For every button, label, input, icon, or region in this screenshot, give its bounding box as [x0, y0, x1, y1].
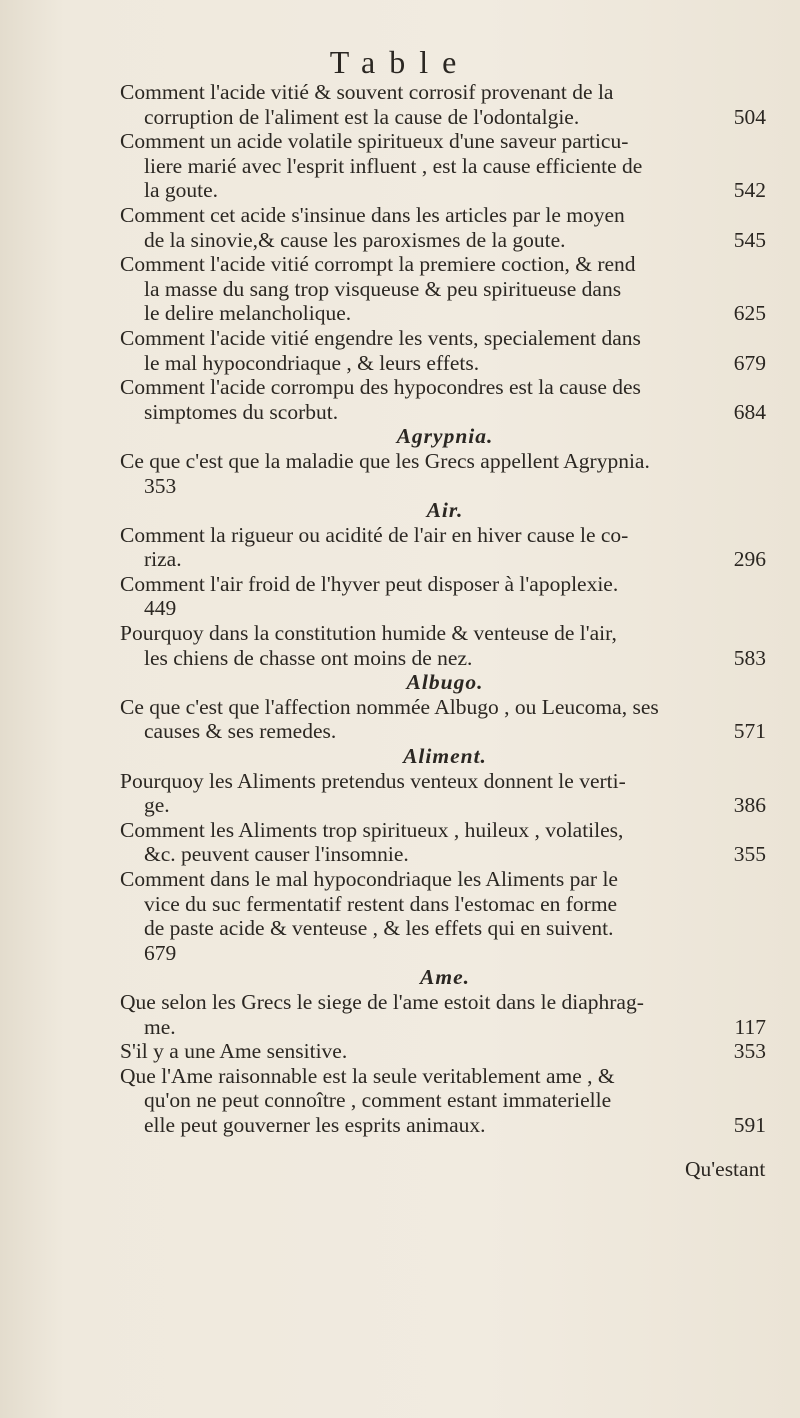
entry-text: simptomes du scorbut.: [144, 399, 339, 424]
page-number: 449: [144, 596, 177, 621]
entry-line: [120, 1039, 770, 1064]
section-heading: Air.: [426, 498, 464, 523]
page-number: 353: [144, 473, 177, 498]
entry-line: [120, 523, 770, 548]
page-number: 583: [733, 645, 766, 670]
page-number: 386: [733, 793, 766, 818]
page-number: 591: [733, 1112, 766, 1137]
entry-text: me.: [144, 1014, 176, 1039]
entry-line: [120, 695, 770, 720]
page-number: 684: [733, 399, 766, 424]
index-entry: [120, 252, 770, 326]
page-number: 117: [734, 1014, 766, 1039]
entry-text: riza.: [144, 547, 182, 572]
page-header: Table: [329, 44, 471, 80]
entry-text: S'il y a une Ame sensitive.: [120, 1039, 348, 1064]
index-entry: [120, 990, 770, 1039]
entry-line: [120, 301, 770, 326]
index-entry: [120, 129, 770, 203]
page-number: 504: [733, 104, 766, 129]
entry-text: Pourquoy les Aliments pretendus venteux donnent le verti-: [120, 768, 626, 793]
entry-text: ge.: [144, 793, 170, 818]
entry-line: [120, 769, 770, 794]
entry-text: liere marié avec l'esprit influent , est la cause efficiente de: [144, 153, 643, 178]
index-entry: [120, 449, 770, 498]
entry-line: [120, 277, 770, 302]
section-heading: Agrypnia.: [396, 424, 494, 449]
section-heading: Albugo.: [406, 670, 484, 695]
entry-line: [120, 80, 770, 105]
entry-text: la goute.: [144, 178, 219, 203]
entry-text: Comment les Aliments trop spiritueux , huileux , volatiles,: [120, 817, 624, 842]
entry-line: [120, 916, 770, 941]
page-number: 296: [733, 547, 766, 572]
index-body: [120, 80, 770, 1138]
entry-text: Pourquoy dans la constitution humide & venteuse de l'air,: [120, 621, 617, 646]
entry-text: causes & ses remedes.: [144, 719, 337, 744]
entry-line: [120, 1088, 770, 1113]
entry-line: [120, 105, 770, 130]
entry-text: Comment cet acide s'insinue dans les articles par le moyen: [120, 202, 625, 227]
entry-text: Comment la rigueur ou acidité de l'air en hiver cause le co-: [120, 522, 629, 547]
entry-line: [120, 326, 770, 351]
entry-text: de la sinovie,& cause les paroxismes de la goute.: [144, 227, 566, 252]
entry-text: qu'on ne peut connoître , comment estant immaterielle: [144, 1088, 612, 1113]
entry-line: [120, 1015, 770, 1040]
entry-line: [120, 1064, 770, 1089]
entry-text: Comment dans le mal hypocondriaque les Aliments par le: [120, 867, 618, 891]
entry-text: elle peut gouverner les esprits animaux.: [144, 1112, 486, 1137]
index-entry: [120, 523, 770, 572]
index-entry: [120, 818, 770, 867]
index-entry: [120, 203, 770, 252]
entry-line: [120, 572, 770, 597]
entry-text: Comment l'acide vitié corrompt la premiere coction, & rend: [120, 252, 636, 277]
index-entry: [120, 326, 770, 375]
entry-text: Que selon les Grecs le siege de l'ame estoit dans le diaphrag-: [120, 989, 644, 1014]
entry-text: le mal hypocondriaque , & leurs effets.: [144, 350, 480, 375]
entry-text: &c. peuvent causer l'insomnie.: [144, 842, 409, 867]
entry-text: Ce que c'est que l'affection nommée Albugo , ou Leucoma, ses: [120, 694, 659, 719]
entry-text: Comment l'air froid de l'hyver peut disposer à l'apoplexie.: [120, 571, 619, 596]
index-entry: [120, 695, 770, 744]
entry-line: [120, 154, 770, 179]
index-entry: [120, 1039, 770, 1064]
entry-text: de paste acide & venteuse , & les effets qui en suivent.: [144, 916, 614, 941]
entry-line: [120, 351, 770, 376]
entry-text: les chiens de chasse ont moins de nez.: [144, 645, 473, 670]
page-number: 679: [733, 350, 766, 375]
entry-line: [120, 449, 770, 474]
index-entry: [120, 80, 770, 129]
entry-line: [120, 178, 770, 203]
entry-line: [120, 842, 770, 867]
section-heading: Ame.: [420, 965, 470, 990]
entry-text: la masse du sang trop visqueuse & peu spiritueuse dans: [144, 276, 622, 301]
page-number: 571: [733, 719, 766, 744]
entry-text: vice du suc fermentatif restent dans l'estomac en forme: [144, 891, 618, 916]
entry-line: [120, 867, 770, 892]
entry-line: [120, 892, 770, 917]
entry-line: [120, 129, 770, 154]
page-number: 353: [733, 1039, 766, 1064]
entry-line: [120, 818, 770, 843]
page-number: 625: [733, 301, 766, 326]
page-number: 355: [733, 842, 766, 867]
section-heading: Aliment.: [403, 744, 487, 769]
index-entry: [120, 769, 770, 818]
entry-text: corruption de l'aliment est la cause de l'odontalgie.: [144, 104, 580, 129]
page-number: 679: [144, 940, 177, 965]
entry-line: [120, 400, 770, 425]
entry-line: [120, 252, 770, 277]
entry-line: [120, 793, 770, 818]
page-number: 542: [733, 178, 766, 203]
index-entry: [120, 621, 770, 670]
entry-line: [120, 646, 770, 671]
entry-line: [120, 203, 770, 228]
catchword: Qu'estant: [685, 1157, 766, 1181]
entry-line: [120, 375, 770, 400]
entry-text: Que l'Ame raisonnable est la seule veritablement ame , &: [120, 1063, 615, 1088]
entry-line: [120, 1113, 770, 1138]
entry-text: Comment un acide volatile spiritueux d'une saveur particu-: [120, 129, 629, 154]
entry-line: [120, 228, 770, 253]
index-entry: [120, 867, 770, 965]
index-entry: [120, 375, 770, 424]
entry-text: le delire melancholique.: [144, 301, 352, 326]
index-entry: [120, 572, 770, 621]
page-number: 545: [733, 227, 766, 252]
entry-line: [120, 547, 770, 572]
entry-text: Comment l'acide vitié engendre les vents, specialement dans: [120, 325, 641, 350]
entry-line: [120, 990, 770, 1015]
entry-line: [120, 719, 770, 744]
entry-text: Comment l'acide vitié & souvent corrosif provenant de la: [120, 80, 614, 104]
entry-text: Ce que c'est que la maladie que les Grecs appellent Agrypnia.: [120, 448, 650, 473]
index-entry: [120, 1064, 770, 1138]
entry-line: [120, 621, 770, 646]
entry-text: Comment l'acide corrompu des hypocondres est la cause des: [120, 375, 641, 400]
